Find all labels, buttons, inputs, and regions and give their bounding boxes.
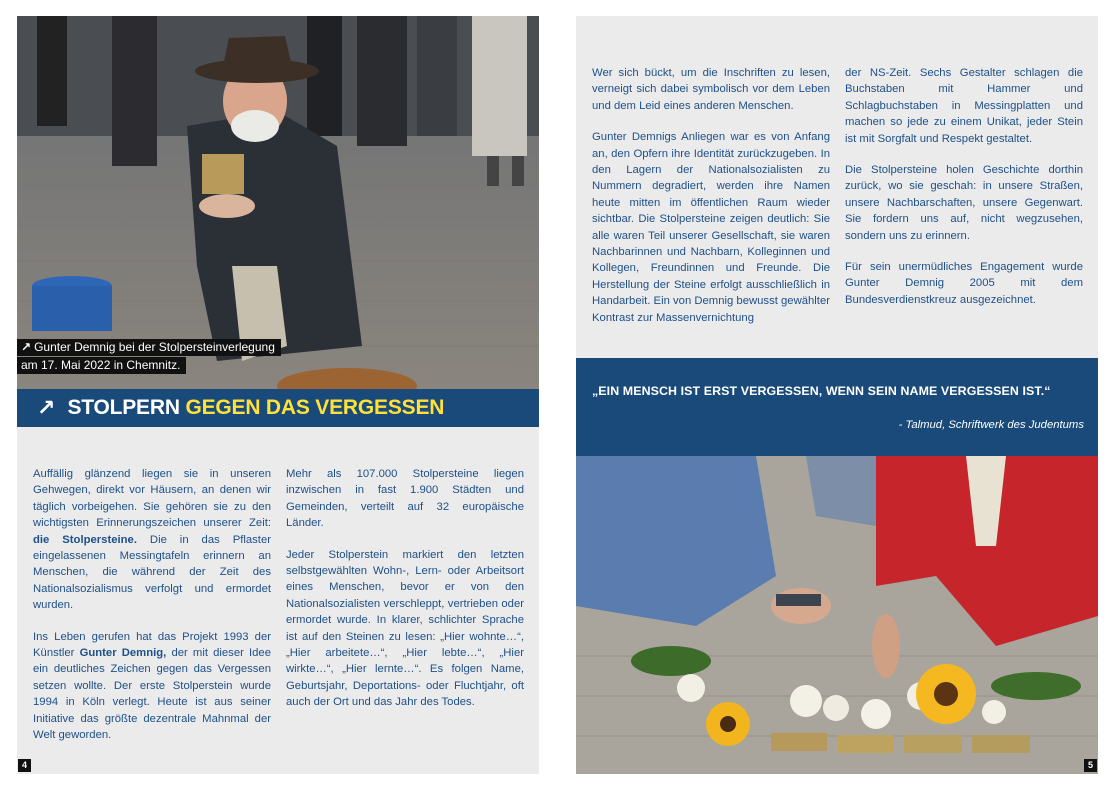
paragraph: der NS-Zeit. Sechs Gestalter schlagen die Buchstaben mit Hammer und Schlagbuchstaben in Messingplatten und machen so jede zu einem Unikat, jeder Stein ist mit Sorgfalt und Respekt gestaltet.: [845, 67, 1083, 145]
quote-band: [576, 358, 1098, 456]
left-column-2: [286, 466, 524, 726]
arrow-up-right-icon: ↗: [37, 395, 56, 420]
page-number: 5: [1084, 759, 1097, 772]
paragraph: Mehr als 107.000 Stolpersteine liegen inzwischen in fast 1.900 Städten und Gemeinden, verteilt auf 32 europäische Länder.: [286, 468, 524, 530]
photo-demnig-laying-stone: [17, 16, 539, 389]
quote-source: - Talmud, Schriftwerk des Judentums: [898, 419, 1084, 431]
photo-caption-line1: ↗ Gunter Demnig bei der Stolpersteinverlegung: [17, 339, 281, 356]
paragraph: Ins Leben gerufen hat das Projekt 1993 der Künstler Gunter Demnig, der mit dieser Idee ein deutliches Zeichen gegen das Vergessen setzen wollte. Der erste Stolperstein wurde 1994 in Köln verlegt. Heute ist aus seiner Initiative das größte dezentrale Mahnmal der Welt geworden.: [33, 630, 271, 742]
right-column-1: [592, 65, 830, 341]
right-column-2: [845, 65, 1083, 323]
paragraph: Jeder Stolperstein markiert den letzten selbstgewählten Wohn-, Lern- oder Arbeitsort eines Menschen, bevor er von den Nationalsozialisten verschleppt, vertrieben oder ermordet wurde. In klarer, schlichter Sprache ist auf den Steinen zu lesen: „Hier wohnte…“, „Hier arbeitete…“, „Hier lebte…“, „Hier wirkte…“, „Hier lernte…“. Es folgen Name, Geburtsjahr, Deportations- oder Fluchtjahr, oft auch der Ort und das Jahr des Todes.: [286, 548, 524, 709]
section-title: [67, 396, 444, 420]
paragraph: Für sein unermüdliches Engagement wurde Gunter Demnig 2005 mit dem Bundesverdienstkreuz ausgezeichnet.: [845, 261, 1083, 306]
quote-text: „EIN MENSCH IST ERST VERGESSEN, WENN SEIN NAME VERGESSEN IST.“: [592, 384, 1051, 398]
arrow-up-right-icon: ↗: [21, 340, 32, 354]
section-title-bar: [17, 389, 539, 427]
right-page: [576, 16, 1098, 774]
paragraph: Auffällig glänzend liegen sie in unseren Gehwegen, direkt vor Häusern, an denen wir täglich vorbeigehen. Sie gehören sie zu den wichtigsten Erinnerungszeichen unserer Zeit: die Stolpersteine. Die in das Pflaster eingelassenen Messingtafeln erinnern an Menschen, die während der Zeit des Nationalsozialismus verfolgt und ermordet wurden.: [33, 468, 271, 612]
left-column-1: [33, 466, 271, 759]
paragraph: Wer sich bückt, um die Inschriften zu lesen, verneigt sich dabei symbolisch vor dem Leben und dem Leid eines anderen Menschen.: [592, 67, 830, 112]
page-number: 4: [18, 759, 31, 772]
left-page: [17, 16, 539, 774]
photo-caption-line2: am 17. Mai 2022 in Chemnitz.: [17, 357, 186, 374]
title-part-yellow: GEGEN DAS VERGESSEN: [185, 396, 445, 419]
paragraph: Gunter Demnigs Anliegen war es von Anfang an, den Opfern ihre Identität zurückzugeben. In den Lagern der Nationalsozialisten zu Nummern degradiert, werden ihre Namen heute mitten im öffentlichen Raum wieder sichtbar. Die Stolpersteine zeigen deutlich: Sie alle waren Teil unserer Gesellschaft, sie waren Nachbarinnen und Nachbarn, Kolleginnen und Kollegen, Freundinnen und Freunde. Die Herstellung der Steine erfolgt ausschließlich in Handarbeit. Ein von Demnig bewusst gewählter Kontrast zur Massenvernichtung: [592, 131, 830, 324]
bold-name: Gunter Demnig,: [79, 647, 167, 660]
paragraph: Die Stolpersteine holen Geschichte dorthin zurück, wo sie geschah: in unsere Straßen, unsere Nachbarschaften, unsere Gegenwart. Sie fordern uns auf, nicht wegzusehen, sondern uns zu erinnern.: [845, 164, 1083, 242]
title-part-white: STOLPERN: [67, 396, 180, 419]
bold-term: die Stolpersteine.: [33, 533, 137, 546]
photo-stolpersteine-flowers: [576, 456, 1098, 774]
